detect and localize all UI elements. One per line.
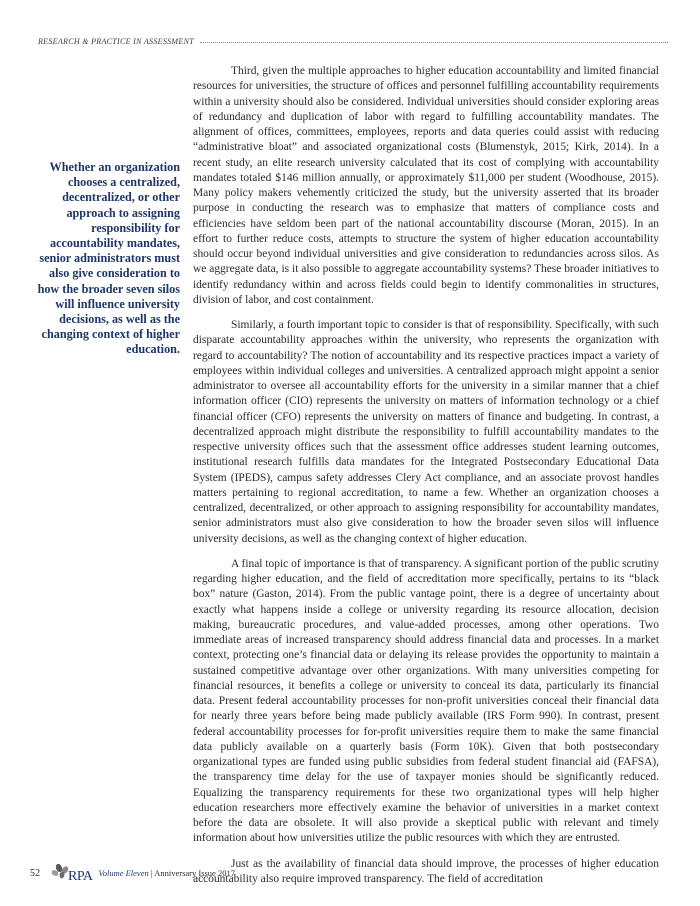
running-title: RESEARCH & PRACTICE IN ASSESSMENT: [38, 36, 194, 46]
body-paragraph: A final topic of importance is that of transparency. A significant portion of the public scrutiny regarding higher education, and the field of accreditation more specifically, pertains to its “black box” nature (Gaston, 2014). From the public vantage point, there is a degree of uncertainty about exactly what happens inside a college or university regarding its resource allocation, decision making, bureaucratic procedures, and value-added processes, among other operations. Two immediate areas of increased transparency should address financial data and processes. In a market context, protecting one’s financial data or delaying its release provides the opportunity to maintain a sustained competitive advantage over other organizations. With many universities competing for financial resources, it benefits a college or university to conceal its data, particularly its financial data. Present federal accountability processes for non-profit universities conceal their financial data for nearly three years before being made publicly available (IRS Form 990). In contrast, present federal accountability processes for for-profit universities require them to make the same financial data publicly available on a quarterly basis (Form 10K). Given that both postsecondary organizational types are funded using public subsidies from federal student financial aid (FAFSA), the transparency time delay for the use of taxpayer monies should be significantly reduced. Equalizing the transparency requirements for these two organizational types will help higher education researchers more effectively examine the behavior of universities in a market context before the data are obsolete. It will also provide a skeptical public with relevant and timely information about how universities utilize the public resources with which they are entrusted.: [193, 557, 659, 845]
rpa-logo: [50, 862, 92, 884]
body-paragraph: Just as the availability of financial data should improve, the processes of higher education accountability also require improved transparency. The field of accreditation: [193, 857, 659, 885]
issue-separator: |: [148, 868, 155, 878]
issue-label: Anniversary Issue 2017: [154, 868, 235, 878]
volume-label: Volume Eleven: [98, 868, 149, 878]
body-paragraph: Third, given the multiple approaches to higher education accountability and limited financial resources for universities, the structure of offices and personnel fulfilling accountability requirements within a university should also be considered. Individual universities should consider exploring areas of redundancy and duplication of labor with regard to fulfilling accountability mandates. The alignment of offices, committees, employees, reports and data queries could assist with reducing “administrative bloat” and associated organizational costs (Blumenstyk, 2015; Kirk, 2014). In a recent study, an elite research university calculated that its cost of complying with accountability mandates totaled $146 million annually, or approximately $11,000 per student (Woodhouse, 2015). Many policy makers vehemently criticized the study, but the university asserted that its broader purpose in conducting the research was to emphasize that matters of compliance costs and efficiencies have seldom been part of the national accountability discourse (Moran, 2015). In an effort to further reduce costs, attempts to structure the system of higher education accountability should occur beyond individual universities and give consideration to redundancies across silos. As we aggregate data, is it also possible to aggregate accountability systems? These broader initiatives to identify redundancy within and across fields could begin to identify commonalities in structures, division of labor, and cost containment.: [193, 65, 659, 306]
page-number: 52: [30, 867, 40, 879]
body-paragraph: Similarly, a fourth important topic to consider is that of responsibility. Specifically, with such disparate accountability approaches within the university, who represents the organization with regard to accountability? The notion of accountability and its respective practices impact a variety of employees within individual colleges and universities. A centralized approach might appoint a senior administrator to oversee all accountability efforts for the university in a similar manner that a chief information officer (CIO) represents the university on matters of information technology or a chief financial officer (CFO) represents the university on matters of finance and budgeting. In contrast, a decentralized approach might distribute the responsibility to fulfill accountability mandates to the respective university offices such that the assessment office addresses student learning outcomes, institutional research fulfills data mandates for the Integrated Postsecondary Educational Data System (IPEDS), campus safety addresses Clery Act compliance, and an associate provost handles matters pertaining to regional accreditation, to name a few. Whether an organization chooses a centralized, decentralized, or other approach to assigning responsibility for accountability mandates, senior administrators must also give consideration to how the broader seven silos will influence university decisions, as well as the changing context of higher education.: [193, 319, 659, 545]
running-header: [38, 34, 668, 48]
pull-quote: Whether an organization chooses a centralized, decentralized, or other approach to assigning responsibility for accountability mandates, senior administrators must also give consideration to how the broader seven silos will influence university decisions, as well as the changing context of higher education.: [37, 160, 180, 357]
header-dotted-rule: [200, 42, 668, 43]
logo-text: RPA: [68, 869, 93, 884]
body-text-column: [193, 64, 659, 897]
issue-info: [98, 868, 235, 878]
page-footer: [30, 858, 235, 888]
